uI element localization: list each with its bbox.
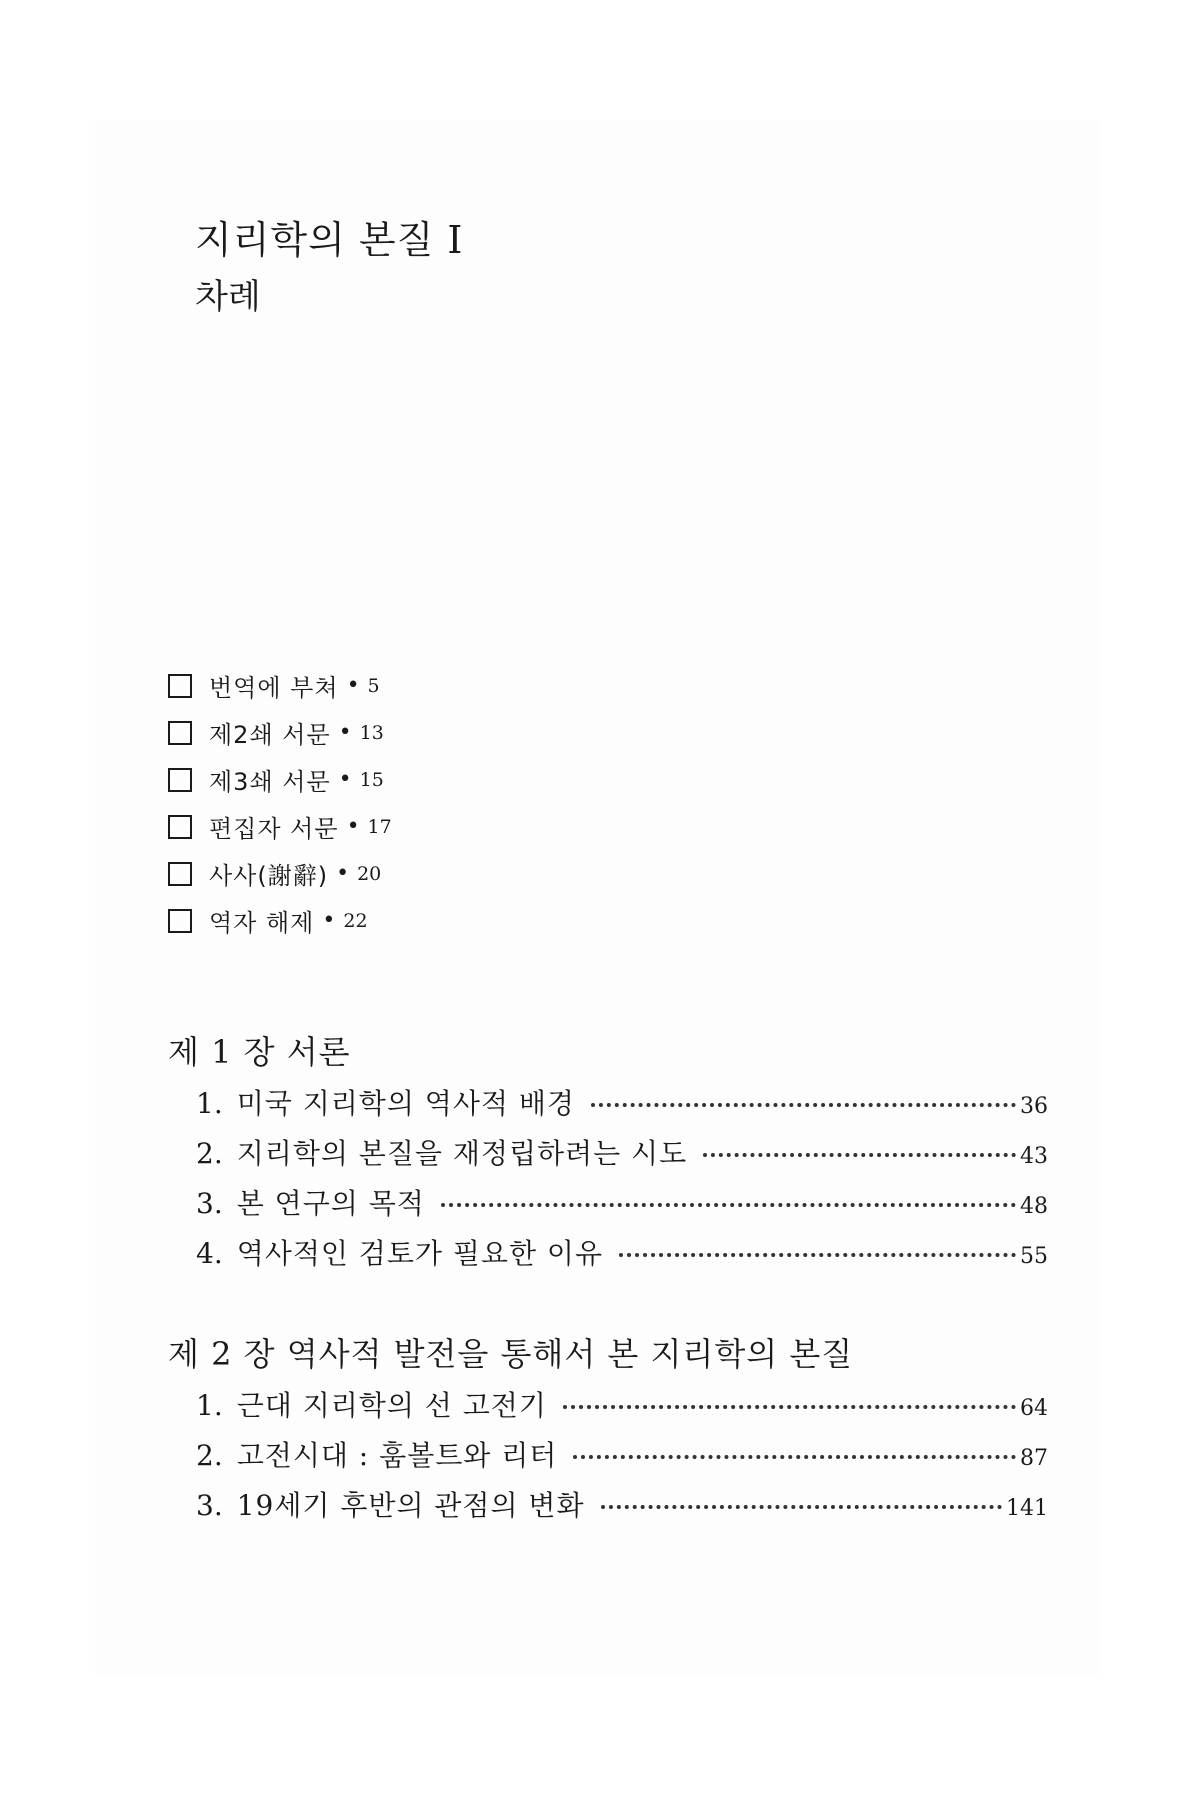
front-matter-page: 17 [367, 815, 392, 838]
dot-leader [563, 1401, 1016, 1409]
dot-leader [601, 1501, 1002, 1509]
bullet-separator: • [338, 720, 352, 745]
bullet-separator: • [336, 861, 350, 886]
dot-leader [441, 1199, 1016, 1207]
checkbox-square-icon [168, 721, 192, 745]
checkbox-square-icon [168, 909, 192, 933]
checkbox-square-icon [168, 674, 192, 698]
front-matter-page: 15 [359, 768, 384, 791]
front-matter-label: 제2쇄 서문 [209, 721, 331, 749]
front-matter-label: 편집자 서문 [209, 815, 339, 843]
chapter-title[interactable]: 제 1 장 서론 [168, 1033, 351, 1071]
section-title: 지리학의 본질을 재정립하려는 시도 [236, 1137, 688, 1170]
section-number: 3. [196, 1489, 223, 1522]
front-matter-page: 5 [367, 674, 380, 697]
front-matter-item[interactable] [168, 803, 392, 850]
section-page: 36 [1020, 1094, 1048, 1119]
front-matter-item[interactable] [168, 709, 392, 756]
section-number: 3. [196, 1187, 223, 1220]
section-title: 미국 지리학의 역사적 배경 [236, 1087, 575, 1120]
dot-leader [573, 1451, 1016, 1459]
front-matter-label: 사사(謝辭) [209, 862, 329, 890]
section-page: 48 [1020, 1194, 1048, 1219]
section-page: 55 [1020, 1244, 1048, 1269]
title-block [195, 215, 463, 319]
section-page: 87 [1020, 1446, 1048, 1471]
section-number: 2. [196, 1439, 223, 1472]
chapter-2 [168, 1332, 1048, 1534]
section-title: 고전시대 : 훔볼트와 리터 [236, 1439, 558, 1472]
front-matter-item[interactable] [168, 756, 392, 803]
section-number: 1. [196, 1389, 223, 1422]
bullet-separator: • [346, 814, 360, 839]
toc-entry[interactable] [168, 1082, 1048, 1132]
section-number: 1. [196, 1087, 223, 1120]
front-matter-page: 20 [357, 862, 382, 885]
chapter-title[interactable]: 제 2 장 역사적 발전을 통해서 본 지리학의 본질 [168, 1335, 854, 1373]
dot-leader [619, 1249, 1016, 1257]
bullet-separator: • [338, 767, 352, 792]
toc-entry[interactable] [168, 1132, 1048, 1182]
toc-label: 차례 [195, 277, 261, 317]
checkbox-square-icon [168, 815, 192, 839]
front-matter-page: 22 [343, 909, 368, 932]
section-page: 43 [1020, 1144, 1048, 1169]
section-title: 19세기 후반의 관점의 변화 [236, 1489, 585, 1522]
front-matter-item[interactable] [168, 897, 392, 944]
book-title: 지리학의 본질 I [195, 218, 464, 262]
dot-leader [591, 1099, 1016, 1107]
dot-leader [703, 1149, 1016, 1157]
section-page: 64 [1020, 1396, 1048, 1421]
bullet-separator: • [322, 908, 336, 933]
section-number: 4. [196, 1237, 223, 1270]
checkbox-square-icon [168, 862, 192, 886]
front-matter-item[interactable] [168, 850, 392, 897]
front-matter-item[interactable] [168, 662, 392, 709]
toc-entry[interactable] [168, 1182, 1048, 1232]
section-title: 역사적인 검토가 필요한 이유 [236, 1237, 603, 1270]
front-matter-page: 13 [359, 721, 384, 744]
section-number: 2. [196, 1137, 223, 1170]
toc-entry[interactable] [168, 1434, 1048, 1484]
front-matter-label: 번역에 부쳐 [209, 674, 339, 702]
toc-entry[interactable] [168, 1384, 1048, 1434]
checkbox-square-icon [168, 768, 192, 792]
section-title: 본 연구의 목적 [236, 1187, 425, 1220]
toc-entry[interactable] [168, 1484, 1048, 1534]
front-matter-label: 제3쇄 서문 [209, 768, 331, 796]
section-page: 141 [1006, 1496, 1048, 1521]
section-list [168, 1384, 1048, 1534]
chapter-1 [168, 1030, 1048, 1282]
section-title: 근대 지리학의 선 고전기 [236, 1389, 547, 1422]
front-matter-label: 역자 해제 [209, 909, 315, 937]
bullet-separator: • [346, 673, 360, 698]
toc-entry[interactable] [168, 1232, 1048, 1282]
front-matter-list [168, 662, 392, 944]
section-list [168, 1082, 1048, 1282]
